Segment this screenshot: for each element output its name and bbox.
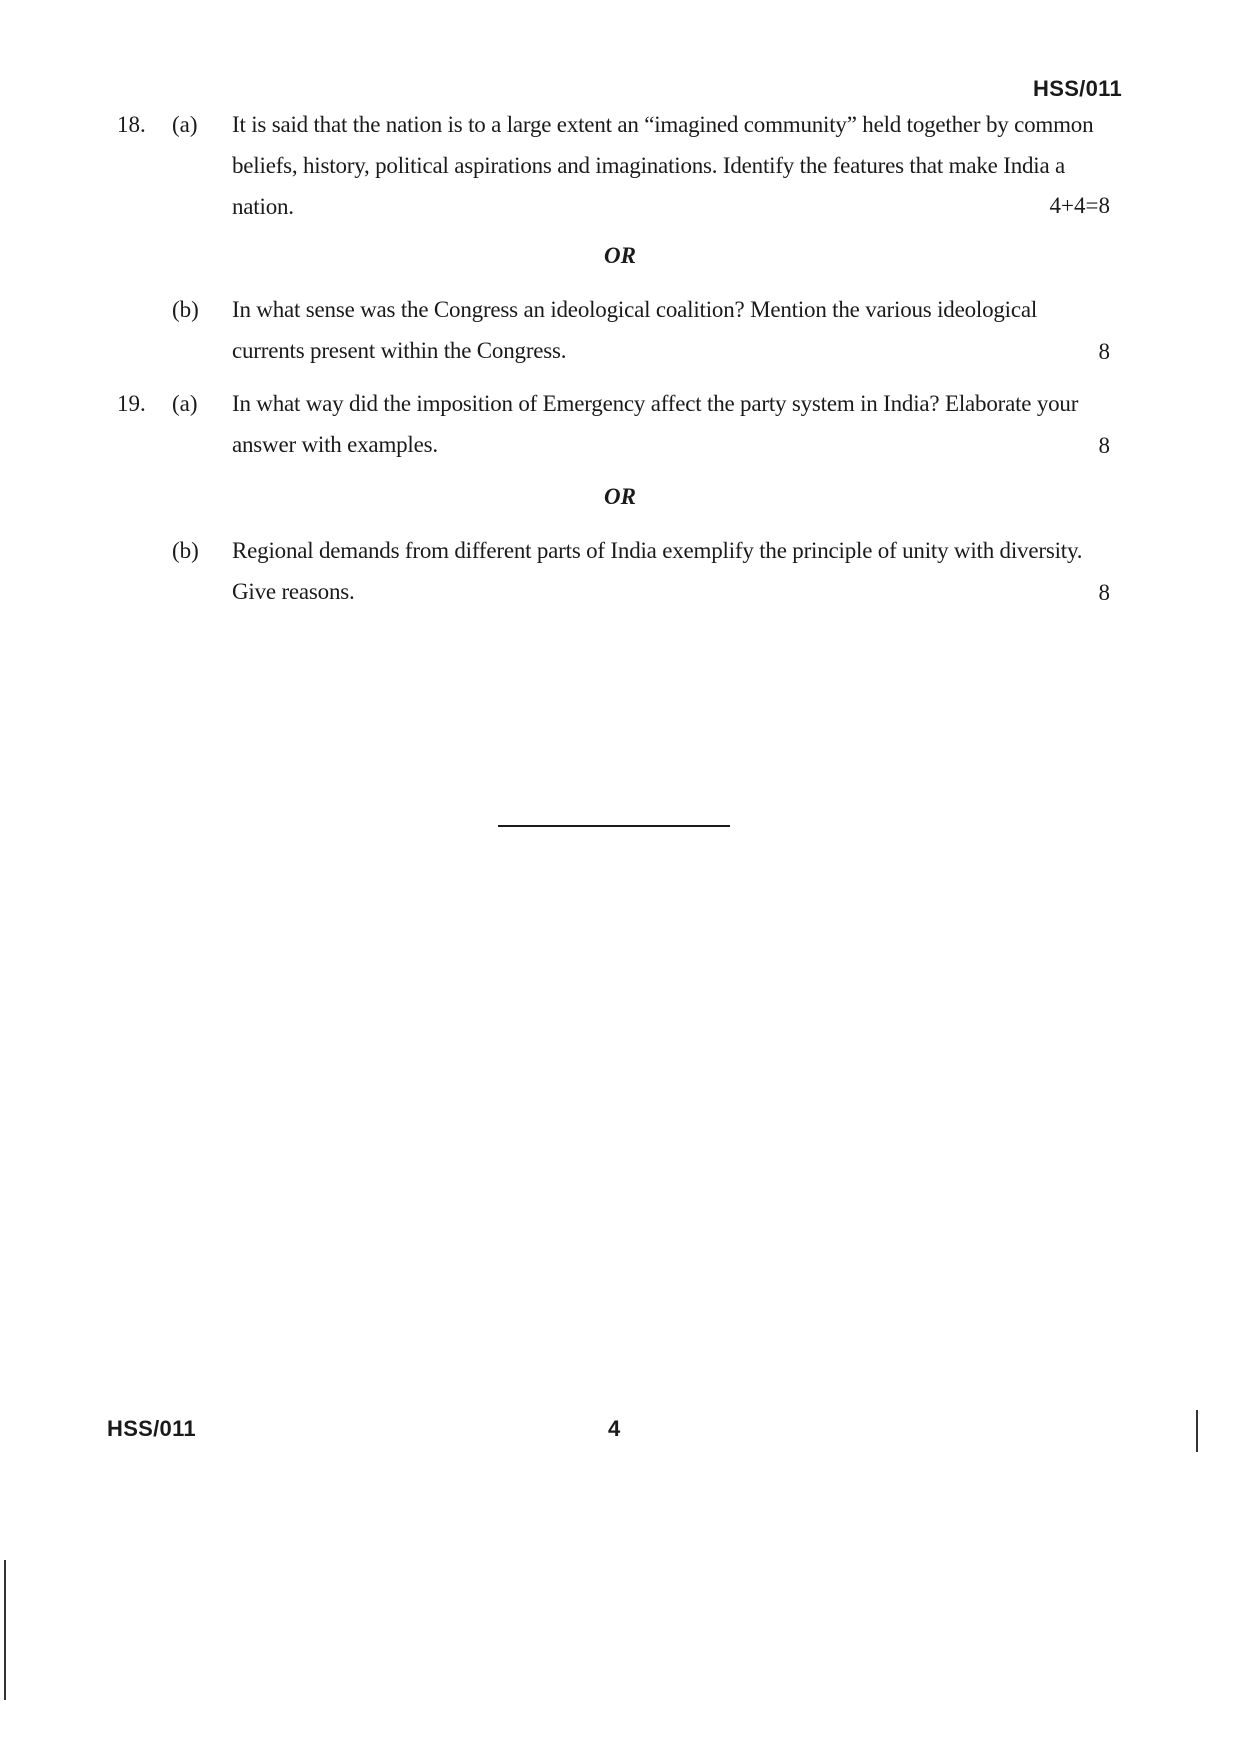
part-label: (a) <box>172 112 198 137</box>
scan-edge-line-right <box>1196 1410 1198 1452</box>
marks: 8 <box>1098 580 1110 605</box>
scan-edge-line-left <box>4 1560 6 1700</box>
part-label: (b) <box>172 297 199 322</box>
or-separator: OR <box>604 484 636 509</box>
page-number: 4 <box>608 1416 621 1441</box>
question-text: Regional demands from different parts of India exemplify the principle of unity with diversity. Give reasons. <box>232 538 1083 604</box>
end-of-paper-rule <box>498 825 730 827</box>
question-text: In what sense was the Congress an ideological coalition? Mention the various ideological currents present within the Congress. <box>232 297 1038 363</box>
marks: 8 <box>1098 339 1110 364</box>
question-text: In what way did the imposition of Emergency affect the party system in India? Elaborate your answer with examples. <box>232 391 1079 457</box>
paper-code-header: HSS/011 <box>1033 76 1122 101</box>
part-label: (b) <box>172 538 199 563</box>
marks: 8 <box>1098 433 1110 458</box>
part-label: (a) <box>172 391 198 416</box>
paper-code-footer: HSS/011 <box>107 1416 196 1441</box>
marks: 4+4=8 <box>1049 193 1110 218</box>
question-text: It is said that the nation is to a large extent an “imagined community” held together by common beliefs, history, political aspirations and imaginations. Identify the features that make India a nation. <box>232 112 1094 219</box>
question-number: 19. <box>117 391 146 416</box>
question-number: 18. <box>117 112 146 137</box>
or-separator: OR <box>604 243 636 268</box>
